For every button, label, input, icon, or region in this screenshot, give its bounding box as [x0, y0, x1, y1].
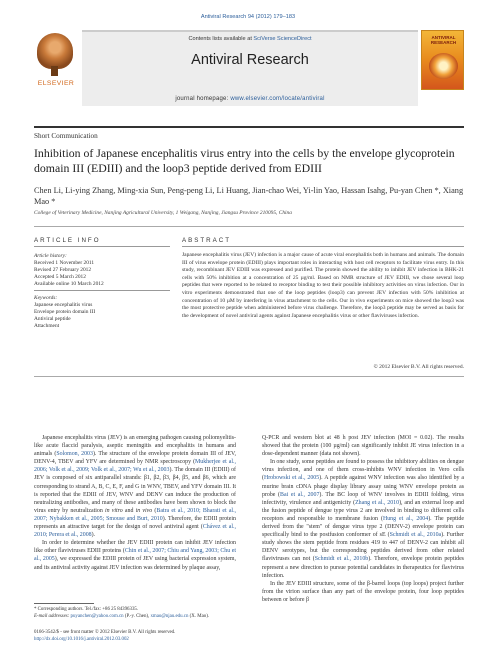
body-paragraph: Q-PCR and western blot at 48 h post JEV infection (MOI = 0.02). The results showed that the protein (100 µg/ml) can significantly inhibit JE virus infection in a dose-dependent manner (data not shown). [262, 435, 464, 458]
email-link[interactable]: puyanchen@yahoo.com.cn [70, 613, 124, 619]
contents-prefix: Contents lists available at [188, 36, 254, 42]
citation-link[interactable]: Schmidt et al., 2010a [389, 532, 442, 539]
sciencedirect-link[interactable]: SciVerse ScienceDirect [253, 36, 312, 42]
cover-title: ANTIVIRAL RESEARCH [430, 35, 457, 45]
affiliation: College of Veterinary Medicine, Nanjing Agricultural University, 1 Weigang, Nanjing, Jiangsu Province 210095, China [34, 210, 292, 216]
citation-link[interactable]: Chin et al., 2007; Chiu and Yang, 2003; Chu et al., 2005 [34, 548, 237, 563]
keywords [34, 295, 170, 330]
text-run: In order to determine whether the JEV EDIII protein can inhibit JEV infection like other flaviviruses EDIII proteins ( [34, 540, 236, 555]
abstract-divider [182, 246, 464, 247]
homepage-link[interactable]: www.elsevier.com/locate/antiviral [230, 96, 325, 102]
author-list: Chen Li, Li-ying Zhang, Ming-xia Sun, Peng-peng Li, Li Huang, Jian-chao Wei, Yi-lin Yao, Hassan Isahg, Pu-yan Chen *, Xiang Mao * [34, 186, 464, 206]
text-run: ). The BC loop of WNV involves in EDIII folding, virus infectivity, virulence and antigenicity ( [262, 491, 464, 506]
tree-trunk-icon [51, 66, 58, 76]
text-run: ). The peptide derived from the "stem" of dengue virus type 2 (DENV-2) envelope protein can specifically bind to the postfusion conformer of sE ( [262, 515, 464, 539]
journal-reference[interactable]: Antiviral Research 94 (2012) 179–183 [200, 14, 296, 20]
article-history [34, 253, 170, 288]
text-run: Japanese encephalitis virus (JEV) is an emerging pathogen causing poliomyelitis-like acute flaccid paralysis, aseptic meningitis and encephalitis in humans and animals ( [34, 435, 236, 458]
text-run: ). A peptide against WNV infection was also identified by a murine brain cDNA phage display library assay using WNV envelope protein as probe ( [262, 475, 464, 498]
citation-link[interactable]: Mukherjee et al., 2006; Volk et al., 2009; Volk et al., 2007; Wu et al., 2003 [34, 459, 236, 474]
article-title: Inhibition of Japanese encephalitis virus entry into the cells by the envelope glycoprotein domain III (EDIII) and the loop3 peptide derived from EDIII [34, 146, 455, 175]
text-run: ). Therefore, the EDIII protein represents an attractive target for the design of novel antiviral agent ( [34, 515, 236, 531]
citation-link[interactable]: Solomon, 2003 [56, 451, 93, 458]
issn-line: 0166-3542/$ - see front matter © 2012 Elsevier B.V. All rights reserved. [34, 630, 176, 635]
text-run: ). The structure of the envelope protein domain III of JEV, DENV-4, TBEV and YFV are determined by NMR spectroscopy ( [34, 451, 236, 466]
journal-banner [82, 30, 418, 106]
info-divider [34, 246, 170, 247]
citation-link[interactable]: Schmidt et al., 2010b [314, 556, 369, 563]
italic-term: in vitro [104, 507, 123, 514]
journal-cover-image [421, 30, 464, 90]
homepage-line [82, 96, 418, 102]
citation-link[interactable]: Batra et al., 2010; Bharati et al., 2007; Nybakken et al., 2005; Smouse and Burt, 2010 [34, 507, 237, 522]
email-label: E-mail addresses: [34, 613, 71, 619]
title-divider [34, 226, 464, 227]
homepage-prefix: journal homepage: [175, 96, 231, 102]
body-paragraph [34, 434, 236, 539]
footnote-divider [34, 603, 94, 604]
email-link[interactable]: xmao@njau.edu.cn [150, 613, 189, 619]
article-identifiers [34, 630, 236, 643]
keywords-label: Keywords: [34, 295, 58, 301]
abstract-body: Japanese encephalitis virus (JEV) infection is a major cause of acute viral encephalitis both in humans and animals. The domain III of virus envelope protein (EDIII) plays important roles in interacting with host cell receptors to facilitate virus entry. In this study, recombinant JEV EDIII was expressed and purified. The protein showed the ability to inhibit JEV infection in BHK-21 cells with 50% inhibition at a concentration of 25 µg/ml. Based on NMR structure of JEV EDIII, we chose several loop peptides that were reported to be related to receptor binding to test their possible inhibitory activities on virus infection. Our in vitro experiments demonstrated that one of the loop peptides (loop3) can prevent JEV infection with 50% inhibition at concentration of 10 µM by interfering in virus attachment to the cells. Our in vivo experiments on mice showed the loop3 was the most protective peptide when administered before virus challenge. Therefore, the loop3 peptide may be served as basis for the development of novel antiviral agents against Japanese encephalitis virus or other flaviviruses infection. [182, 252, 464, 319]
body-paragraph: In the JEV EDIII structure, some of the β-barrel loops (top loops) project further from the virion surface than any part of the envelope protein, four loop peptides between or before β [262, 580, 464, 603]
corresponding-author-note: * Corresponding authors. Tel./fax: +86 25 84396335. [34, 607, 139, 612]
citation-link[interactable]: Hrobowski et al., 2005 [263, 475, 320, 482]
body-paragraph [262, 458, 464, 579]
text-run: ). [91, 532, 96, 539]
text-run: In one study, some peptides are found to possess the inhibitory abilities on dengue virus infection, and one of them cross-inhibits WNV infection in Vero cells ( [262, 459, 464, 482]
section-type: Short Communication [34, 132, 98, 140]
text-run: and [122, 507, 136, 514]
keyword-item: Antiviral peptide [34, 316, 71, 322]
abstract-heading: ABSTRACT [182, 237, 232, 244]
email-owner: (X. Mao). [188, 613, 210, 619]
history-item: Revised 27 February 2012 [34, 267, 92, 273]
text-run: ). Therefore, envelope protein peptides represent a new direction to pursue potential candidates in therapeutics for flavivirus infection. [262, 556, 464, 579]
body-column-left [34, 434, 236, 572]
history-label: Article history: [34, 253, 67, 259]
text-run: ). Further study shows the stem peptide from residues 419 to 447 of DENV-2 can inhibit all DENV serotypes, but the corresponding peptides derived from other related flaviviruses can not ( [262, 532, 464, 563]
citation-link[interactable]: Bai et al., 2007 [280, 491, 320, 498]
abstract-bottom-divider [34, 376, 464, 377]
text-run: ( [152, 507, 157, 514]
email-note [34, 614, 236, 621]
citation-link[interactable]: Hung et al., 2004 [382, 515, 429, 522]
citation-link[interactable]: Zhang et al., 2010 [355, 499, 400, 506]
italic-term: in vivo [135, 507, 153, 514]
elsevier-wordmark: ELSEVIER [37, 80, 75, 87]
keywords-divider [34, 290, 170, 291]
body-column-right [262, 434, 464, 604]
email-owner: (P.-y. Chen), [123, 613, 151, 619]
history-item: Available online 10 March 2012 [34, 281, 104, 287]
history-item: Received 1 November 2011 [34, 260, 95, 266]
history-item: Accepted 5 March 2012 [34, 274, 86, 280]
text-run: ). The domain III (EDIII) of JEV is composed of six antiparallel strands: β1, β2, β3, β4, β5, and β6, which are corresponding to strand A, B, C, E, F, and G in WNV, TBEV, and YFV domain III. It is reported that the EDIII of JEV, WNV and DENV can induce the production of neutralizing antibodies, and many of these antibodies have been shown to block the virus entry by neutralization [34, 467, 236, 514]
masthead [34, 30, 464, 124]
cover-virus-icon [429, 53, 458, 79]
copyright-notice: © 2012 Elsevier B.V. All rights reserved. [373, 364, 464, 370]
doi-link[interactable]: http://dx.doi.org/10.1016/j.antiviral.2012.03.002 [34, 636, 129, 642]
journal-title: Antiviral Research [191, 52, 309, 68]
text-run: ), and an external loop and the fusion peptide of dengue type virus 2 are involved in binding to different cells receptors and responsible to membrane fusion ( [262, 499, 464, 522]
citation-link[interactable]: Chávez et al., 2010; Perera et al., 2008 [34, 524, 236, 539]
footnotes [34, 607, 236, 620]
contents-line [82, 36, 418, 42]
tree-icon [37, 33, 73, 69]
keyword-item: Envelope protein domain III [34, 309, 96, 315]
keyword-item: Attachment [34, 323, 60, 329]
elsevier-logo [34, 30, 76, 90]
text-run: ), we expressed the EDIII protein of JEV using bacterial expression system, and its antiviral activity against JEV infection was determined by plaque assay, [34, 556, 236, 571]
article-info-heading: ARTICLE INFO [34, 237, 101, 244]
header-divider [34, 126, 464, 128]
body-paragraph [34, 539, 236, 571]
keyword-item: Japanese encephalitis virus [34, 302, 93, 308]
